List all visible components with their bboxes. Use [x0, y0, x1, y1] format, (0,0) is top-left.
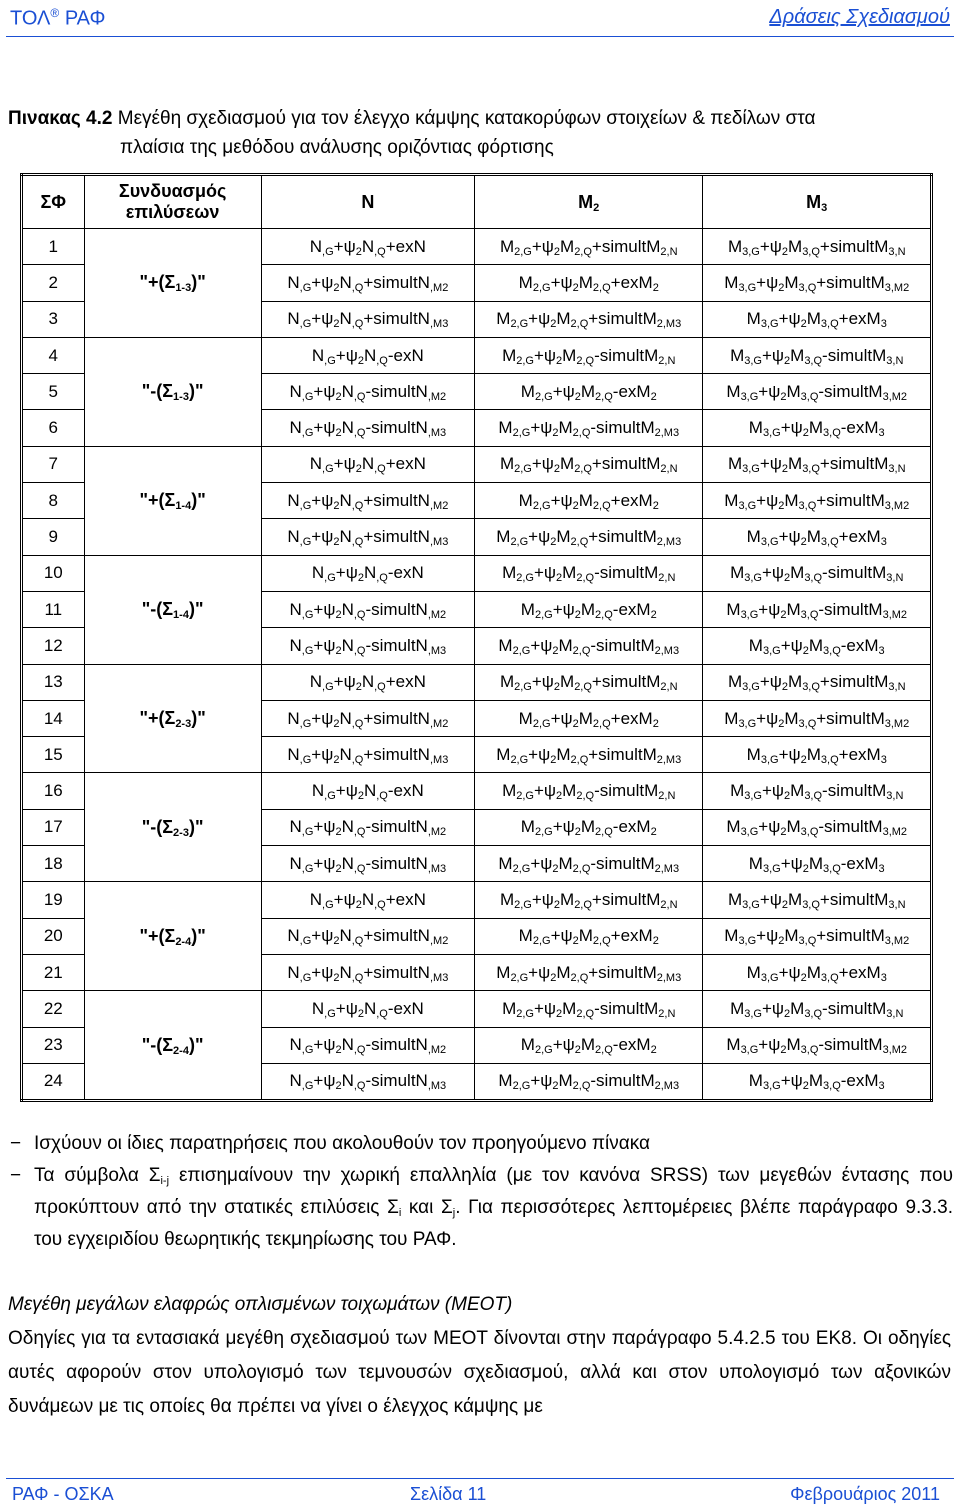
sf-cell: 19 [22, 882, 85, 918]
m3-cell: $M_{3,G}+\psi_2M_{3,Q}-exM_3$ [703, 628, 932, 664]
m2-cell: $M_{2,G}+\psi_2M_{2,Q}+simultM_{2,M3}$ [475, 301, 703, 337]
note-item: − Τα σύμβολα $\Sigma_{i-j}$ επισημαίνουν την χωρική επαλληλία (με τον κανόνα SRSS) των μεγεθών έντασης που προκύπτουν από την στατικές επιλύσεις $\Sigma_i$ και $\Sigma_j$. Για περισσότερες λεπτομέρειες βλέπε παράγραφο 9.3.3. του εγχειριδίου θεωρητικής τεκμηρίωσης του ΡΑΦ. [10, 1165, 953, 1250]
sf-cell: 7 [22, 446, 85, 482]
n-cell: $N_{,G}+\psi_2N_{,Q}+exN$ [261, 446, 474, 482]
n-cell: $N_{,G}+\psi_2N_{,Q}$-exN [261, 555, 474, 591]
header-m3: $M_3$ [703, 175, 932, 229]
m2-cell: $M_{2,G}+\psi_2M_{2,Q}+simultM_{2,N}$ [475, 664, 703, 700]
combination-cell: "$-(\Sigma_{2-4})$" [84, 991, 261, 1101]
table-caption [8, 104, 953, 162]
table-row [22, 229, 932, 265]
m2-cell: $M_{2,G}+\psi_2M_{2,Q}-simultM_{2,N}$ [475, 991, 703, 1027]
m3-cell: $M_{3,G}+\psi_2M_{3,Q}-simultM_{3,M2}$ [703, 374, 932, 410]
n-cell: $N_{,G}+\psi_2N_{,Q}+simultN_{,M3}$ [261, 519, 474, 555]
footer-rule [6, 1478, 954, 1479]
section-title: Μεγέθη μεγάλων ελαφρώς οπλισμένων τοιχωμάτων (ΜΕΟΤ) [8, 1294, 513, 1315]
m2-cell: $M_{2,G}+\psi_2M_{2,Q}-simultM_{2,M3}$ [475, 410, 703, 446]
table-row [22, 991, 932, 1027]
m3-cell: $M_{3,G}+\psi_2M_{3,Q}-simultM_{3,M2}$ [703, 1027, 932, 1063]
m2-cell: $M_{2,G}+\psi_2M_{2,Q}+exM_2$ [475, 483, 703, 519]
meot-section [8, 1288, 951, 1424]
table-row [22, 446, 932, 482]
header-rule [6, 36, 954, 37]
table-row [22, 664, 932, 700]
section-body: Οδηγίες για τα εντασιακά μεγέθη σχεδιασμού των ΜΕΟΤ δίνονται στην παράγραφο 5.4.2.5 του ΕΚ8. Οι οδηγίες αυτές αφορούν στον υπολογισμό των τεμνουσών σχεδιασμού, αλλά και στον υπολογισμό των αξονικών δυνάμεων με τις οποίες θα πρέπει να γίνει ο έλεγχος κάμψης με [8, 1328, 951, 1417]
header-n: N [261, 175, 474, 229]
m2-cell: $M_{2,G}+\psi_2M_{2,Q}-simultM_{2,N}$ [475, 773, 703, 809]
m2-cell: $M_{2,G}+\psi_2M_{2,Q}-exM_2$ [475, 591, 703, 627]
n-cell: $N_{,G}+\psi_2N_{,Q}+exN$ [261, 882, 474, 918]
combination-cell: "$+(\Sigma_{1-4})$" [84, 446, 261, 555]
n-cell: $N_{,G}+\psi_2N_{,Q}+exN$ [261, 229, 474, 265]
m3-cell: $M_{3,G}+\psi_2M_{3,Q}-simultM_{3,N}$ [703, 337, 932, 373]
m2-cell: $M_{2,G}+\psi_2M_{2,Q}-simultM_{2,N}$ [475, 337, 703, 373]
sf-cell: 8 [22, 483, 85, 519]
table-row [22, 882, 932, 918]
m3-cell: $M_{3,G}+\psi_2M_{3,Q}-simultM_{3,M2}$ [703, 591, 932, 627]
m3-cell: $M_{3,G}+\psi_2M_{3,Q}+simultM_{3,M2}$ [703, 483, 932, 519]
sf-cell: 10 [22, 555, 85, 591]
m3-cell: $M_{3,G}+\psi_2M_{3,Q}-simultM_{3,N}$ [703, 773, 932, 809]
n-cell: $N_{,G}+\psi_2N_{,Q}+simultN_{,M2}$ [261, 483, 474, 519]
m2-cell: $M_{2,G}+\psi_2M_{2,Q}+simultM_{2,M3}$ [475, 519, 703, 555]
n-cell: $N_{,G}+\psi_2N_{,Q}-simultN_{,M2}$ [261, 591, 474, 627]
n-cell: $N_{,G}+\psi_2N_{,Q}+simultN_{,M3}$ [261, 737, 474, 773]
m2-cell: $M_{2,G}+\psi_2M_{2,Q}-simultM_{2,M3}$ [475, 846, 703, 882]
n-cell: $N_{,G}+\psi_2N_{,Q}$-exN [261, 337, 474, 373]
m3-cell: $M_{3,G}+\psi_2M_{3,Q}+exM_3$ [703, 737, 932, 773]
n-cell: $N_{,G}+\psi_2N_{,Q}-simultN_{,M2}$ [261, 1027, 474, 1063]
footer-page: Σελίδα 11 [410, 1484, 487, 1504]
sf-cell: 20 [22, 918, 85, 954]
footer-date: Φεβρουάριος 2011 [790, 1484, 940, 1504]
header-section-title: Δράσεις Σχεδιασμού [769, 6, 950, 28]
n-cell: $N_{,G}+\psi_2N_{,Q}-simultN_{,M2}$ [261, 809, 474, 845]
footer-left: ΡΑΦ - ΟΣΚΑ [12, 1484, 114, 1504]
header-m2: $M_2$ [475, 175, 703, 229]
m3-cell: $M_{3,G}+\psi_2M_{3,Q}+exM_3$ [703, 301, 932, 337]
n-cell: $N_{,G}+\psi_2N_{,Q}$-exN [261, 991, 474, 1027]
m2-cell: $M_{2,G}+\psi_2M_{2,Q}+exM_2$ [475, 265, 703, 301]
table-row [22, 555, 932, 591]
n-cell: $N_{,G}+\psi_2N_{,Q}-simultN_{,M3}$ [261, 628, 474, 664]
combination-cell: "$-(\Sigma_{1-4})$" [84, 555, 261, 664]
page-header [0, 0, 960, 40]
n-cell: $N_{,G}+\psi_2N_{,Q}+exN$ [261, 664, 474, 700]
m3-cell: $M_{3,G}+\psi_2M_{3,Q}-simultM_{3,N}$ [703, 991, 932, 1027]
m3-cell: $M_{3,G}+\psi_2M_{3,Q}+exM_3$ [703, 954, 932, 990]
table-header-row [22, 175, 932, 229]
sf-cell: 2 [22, 265, 85, 301]
m3-cell: $M_{3,G}+\psi_2M_{3,Q}-exM_3$ [703, 1063, 932, 1100]
m3-cell: $M_{3,G}+\psi_2M_{3,Q}+simultM_{3,M2}$ [703, 700, 932, 736]
sf-cell: 15 [22, 737, 85, 773]
n-cell: $N_{,G}+\psi_2N_{,Q}-simultN_{,M3}$ [261, 410, 474, 446]
m2-cell: $M_{2,G}+\psi_2M_{2,Q}+simultM_{2,N}$ [475, 882, 703, 918]
sf-cell: 6 [22, 410, 85, 446]
sf-cell: 5 [22, 374, 85, 410]
header-combination: Συνδυασμός επιλύσεων [84, 175, 261, 229]
n-cell: $N_{,G}+\psi_2N_{,Q}+simultN_{,M3}$ [261, 954, 474, 990]
sf-cell: 14 [22, 700, 85, 736]
sf-cell: 1 [22, 229, 85, 265]
sf-cell: 23 [22, 1027, 85, 1063]
header-product: ΤΟΛ® ΡΑΦ [10, 6, 106, 30]
m2-cell: $M_{2,G}+\psi_2M_{2,Q}-exM_2$ [475, 374, 703, 410]
sf-cell: 17 [22, 809, 85, 845]
n-cell: $N_{,G}+\psi_2N_{,Q}+simultN_{,M2}$ [261, 265, 474, 301]
sf-cell: 16 [22, 773, 85, 809]
note-text: Τα σύμβολα $\Sigma_{i-j}$ επισημαίνουν την χωρική επαλληλία (με τον κανόνα SRSS) των μεγεθών έντασης που προκύπτουν από την στατικές επιλύσεις $\Sigma_i$ και $\Sigma_j$. Για περισσότερες λεπτομέρειες βλέπε παράγραφο 9.3.3. του εγχειριδίου θεωρητικής τεκμηρίωσης του ΡΑΦ. [34, 1165, 953, 1250]
combination-cell: "$-(\Sigma_{1-3})$" [84, 337, 261, 446]
m3-cell: $M_{3,G}+\psi_2M_{3,Q}-simultM_{3,N}$ [703, 555, 932, 591]
sf-cell: 24 [22, 1063, 85, 1100]
table-row [22, 337, 932, 373]
sf-cell: 22 [22, 991, 85, 1027]
n-cell: $N_{,G}+\psi_2N_{,Q}+simultN_{,M2}$ [261, 918, 474, 954]
notes-list [8, 1128, 953, 1256]
m2-cell: $M_{2,G}+\psi_2M_{2,Q}+exM_2$ [475, 700, 703, 736]
m3-cell: $M_{3,G}+\psi_2M_{3,Q}+simultM_{3,N}$ [703, 664, 932, 700]
m2-cell: $M_{2,G}+\psi_2M_{2,Q}+simultM_{2,N}$ [475, 446, 703, 482]
m3-cell: $M_{3,G}+\psi_2M_{3,Q}+simultM_{3,M2}$ [703, 265, 932, 301]
combination-cell: "$-(\Sigma_{2-3})$" [84, 773, 261, 882]
caption-prefix: Πινακας 4.2 [8, 108, 113, 129]
m2-cell: $M_{2,G}+\psi_2M_{2,Q}+simultM_{2,M3}$ [475, 954, 703, 990]
n-cell: $N_{,G}+\psi_2N_{,Q}+simultN_{,M3}$ [261, 301, 474, 337]
n-cell: $N_{,G}+\psi_2N_{,Q}-simultN_{,M3}$ [261, 1063, 474, 1100]
note-item: − Ισχύουν οι ίδιες παρατηρήσεις που ακολουθούν τον προηγούμενο πίνακα [10, 1133, 650, 1154]
design-values-table [20, 173, 933, 1102]
note-text: Ισχύουν οι ίδιες παρατηρήσεις που ακολουθούν τον προηγούμενο πίνακα [34, 1133, 650, 1154]
m3-cell: $M_{3,G}+\psi_2M_{3,Q}-exM_3$ [703, 846, 932, 882]
n-cell: $N_{,G}+\psi_2N_{,Q}-simultN_{,M2}$ [261, 374, 474, 410]
sf-cell: 12 [22, 628, 85, 664]
sf-cell: 13 [22, 664, 85, 700]
m3-cell: $M_{3,G}+\psi_2M_{3,Q}-simultM_{3,M2}$ [703, 809, 932, 845]
table-row [22, 773, 932, 809]
combination-cell: "$+(\Sigma_{1-3})$" [84, 229, 261, 338]
sf-cell: 21 [22, 954, 85, 990]
m3-cell: $M_{3,G}+\psi_2M_{3,Q}+simultM_{3,M2}$ [703, 918, 932, 954]
n-cell: $N_{,G}+\psi_2N_{,Q}-simultN_{,M3}$ [261, 846, 474, 882]
m2-cell: $M_{2,G}+\psi_2M_{2,Q}+exM_2$ [475, 918, 703, 954]
m2-cell: $M_{2,G}+\psi_2M_{2,Q}+simultM_{2,M3}$ [475, 737, 703, 773]
m2-cell: $M_{2,G}+\psi_2M_{2,Q}-simultM_{2,N}$ [475, 555, 703, 591]
m2-cell: $M_{2,G}+\psi_2M_{2,Q}-exM_2$ [475, 1027, 703, 1063]
m2-cell: $M_{2,G}+\psi_2M_{2,Q}-simultM_{2,M3}$ [475, 1063, 703, 1100]
m3-cell: $M_{3,G}+\psi_2M_{3,Q}+simultM_{3,N}$ [703, 446, 932, 482]
sf-cell: 11 [22, 591, 85, 627]
page-footer [0, 1470, 960, 1510]
combination-cell: "$+(\Sigma_{2-4})$" [84, 882, 261, 991]
sf-cell: 4 [22, 337, 85, 373]
sf-cell: 9 [22, 519, 85, 555]
m3-cell: $M_{3,G}+\psi_2M_{3,Q}+exM_3$ [703, 519, 932, 555]
n-cell: $N_{,G}+\psi_2N_{,Q}+simultN_{,M2}$ [261, 700, 474, 736]
m3-cell: $M_{3,G}+\psi_2M_{3,Q}+simultM_{3,N}$ [703, 882, 932, 918]
m3-cell: $M_{3,G}+\psi_2M_{3,Q}-exM_3$ [703, 410, 932, 446]
m2-cell: $M_{2,G}+\psi_2M_{2,Q}+simultM_{2,N}$ [475, 229, 703, 265]
header-sf: ΣΦ [22, 175, 85, 229]
n-cell: $N_{,G}+\psi_2N_{,Q}$-exN [261, 773, 474, 809]
m2-cell: $M_{2,G}+\psi_2M_{2,Q}-exM_2$ [475, 809, 703, 845]
m2-cell: $M_{2,G}+\psi_2M_{2,Q}-simultM_{2,M3}$ [475, 628, 703, 664]
sf-cell: 3 [22, 301, 85, 337]
combination-cell: "$+(\Sigma_{2-3})$" [84, 664, 261, 773]
caption-line1: Μεγέθη σχεδιασμού για τον έλεγχο κάμψης κατακορύφων στοιχείων & πεδίλων στα [112, 108, 816, 129]
caption-line2: πλαίσια της μεθόδου ανάλυσης οριζόντιας φόρτισης [120, 137, 554, 158]
sf-cell: 18 [22, 846, 85, 882]
m3-cell: $M_{3,G}+\psi_2M_{3,Q}+simultM_{3,N}$ [703, 229, 932, 265]
